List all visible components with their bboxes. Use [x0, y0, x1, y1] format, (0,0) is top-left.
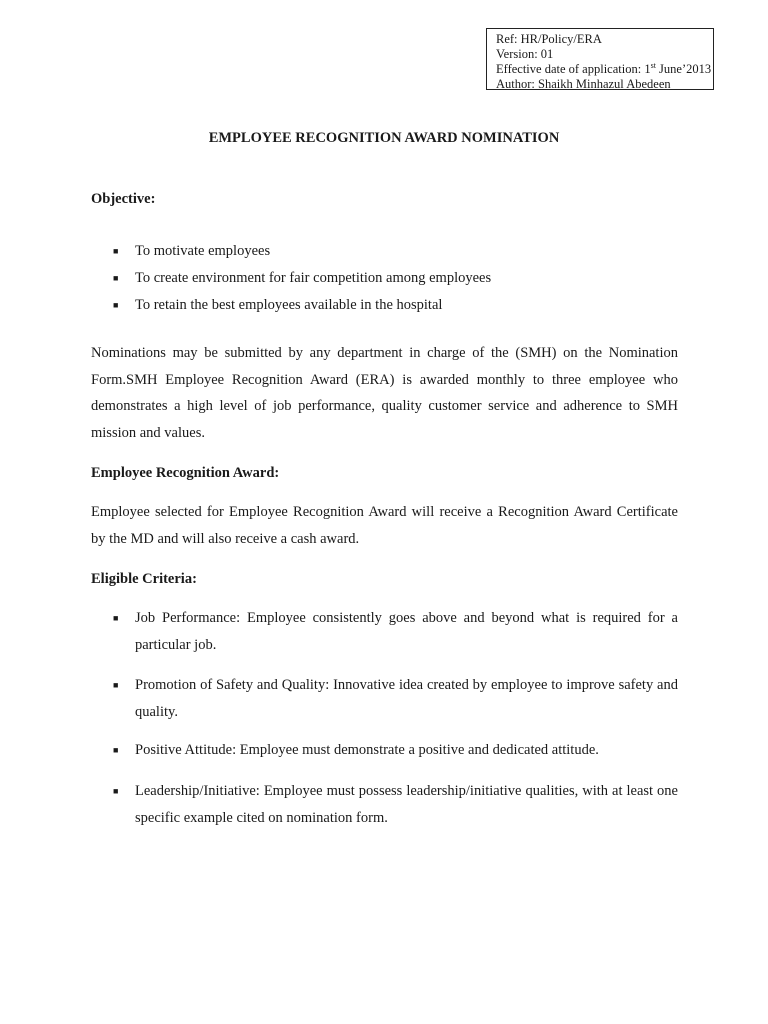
- criteria-list-item: [113, 672, 678, 726]
- criteria-item-text: Leadership/Initiative: Employee must possess leadership/initiative qualities, with at least one specific example cited on nomination form.: [135, 783, 678, 826]
- version-line: Version: 01: [496, 47, 554, 61]
- document-reference-box: [486, 28, 714, 90]
- award-heading: Employee Recognition Award:: [91, 465, 280, 481]
- award-paragraph: Employee selected for Employee Recognition Award will receive a Recognition Award Certificate by the MD and will also receive a cash award.: [91, 504, 678, 547]
- criteria-list-item: [113, 778, 678, 832]
- objective-heading: Objective:: [91, 191, 156, 207]
- criteria-item-text: Job Performance: Employee consistently goes above and beyond what is required for a particular job.: [135, 610, 678, 653]
- nominations-paragraph: Nominations may be submitted by any department in charge of the (SMH) on the Nomination Form.SMH Employee Recognition Award (ERA) is awarded monthly to three employee who demonstrates a high level of job performance, quality customer service and adherence to SMH mission and values.: [91, 345, 678, 442]
- effective-date-suffix: June’2013: [655, 62, 712, 76]
- objective-list-item: [113, 238, 678, 265]
- bullet-icon: ■: [113, 273, 119, 283]
- criteria-item-text: Promotion of Safety and Quality: Innovative idea created by employee to improve safety and quality.: [135, 677, 678, 720]
- bullet-icon: ■: [113, 613, 119, 623]
- bullet-icon: ■: [113, 786, 119, 796]
- criteria-heading: Eligible Criteria:: [91, 571, 197, 587]
- objective-item-text: To create environment for fair competition among employees: [135, 270, 492, 286]
- criteria-list-item: [113, 737, 678, 764]
- effective-date-ordinal: st: [650, 61, 656, 70]
- bullet-icon: ■: [113, 246, 119, 256]
- page-title: EMPLOYEE RECOGNITION AWARD NOMINATION: [208, 130, 560, 146]
- ref-line: Ref: HR/Policy/ERA: [496, 32, 602, 46]
- objective-item-text: To retain the best employees available in the hospital: [135, 297, 443, 313]
- bullet-icon: ■: [113, 680, 119, 690]
- author-line: Author: Shaikh Minhazul Abedeen: [496, 77, 671, 91]
- criteria-list-item: [113, 605, 678, 659]
- effective-date-line: [496, 62, 713, 77]
- objective-item-text: To motivate employees: [135, 243, 271, 259]
- objective-list-item: [113, 265, 678, 292]
- bullet-icon: ■: [113, 745, 119, 755]
- criteria-item-text: Positive Attitude: Employee must demonstrate a positive and dedicated attitude.: [135, 742, 599, 758]
- objective-list-item: [113, 292, 678, 319]
- effective-date-prefix: Effective date of application: 1: [496, 62, 651, 76]
- bullet-icon: ■: [113, 300, 119, 310]
